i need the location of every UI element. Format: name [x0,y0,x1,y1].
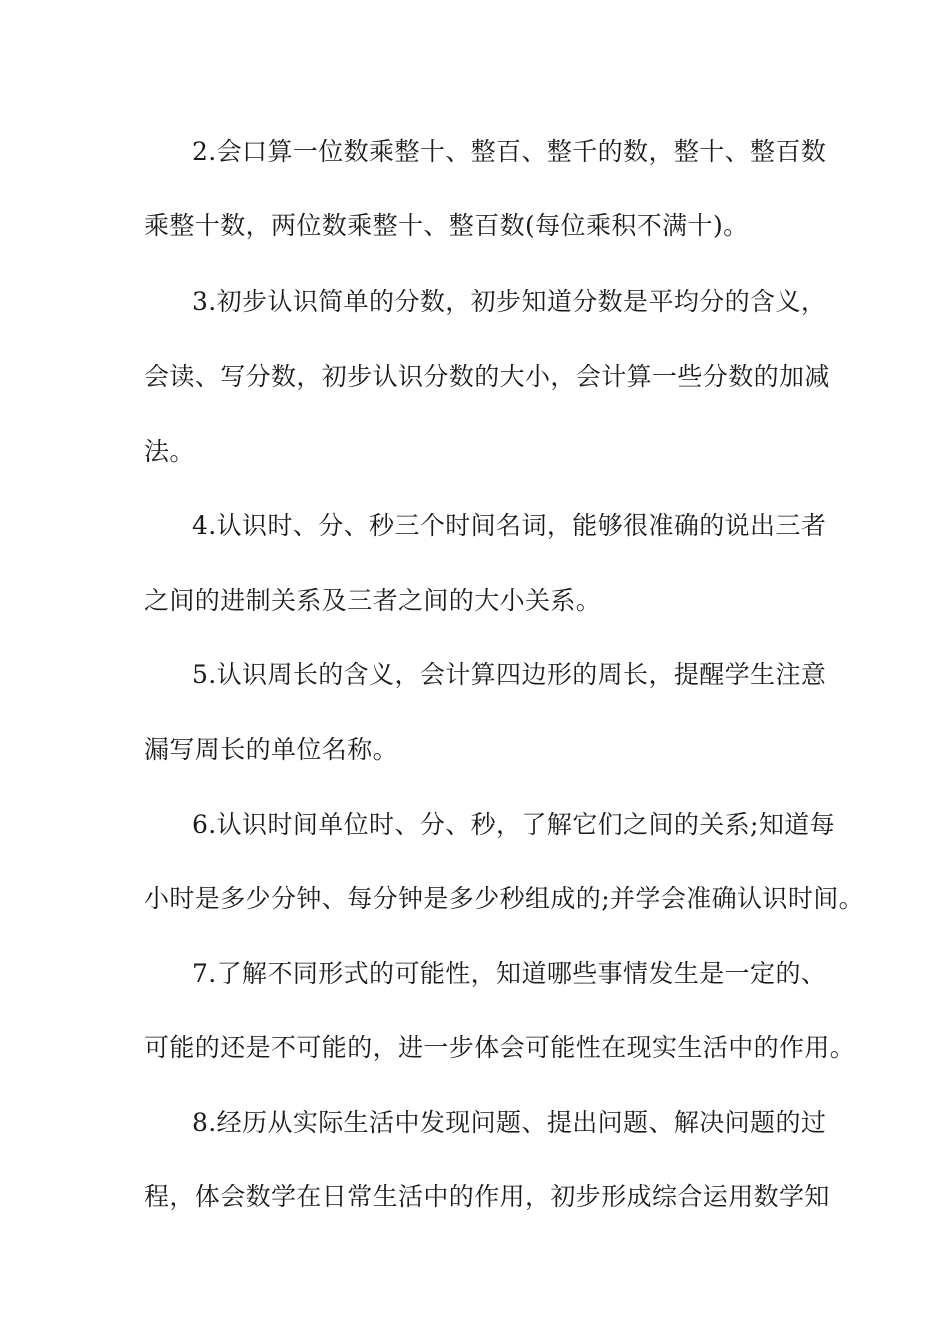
item-4-line-2: 之间的进制关系及三者之间的大小关系。 [144,586,602,615]
item-3-line-3: 法。 [144,437,195,466]
item-5-line-1: 5.认识周长的含义，会计算四边形的周长，提醒学生注意 [192,660,827,689]
item-3-line-2: 会读、写分数，初步认识分数的大小，会计算一些分数的加减 [144,362,830,391]
item-7-line-1: 7.了解不同形式的可能性，知道哪些事情发生是一定的、 [192,959,827,988]
item-6-line-1: 6.认识时间单位时、分、秒，了解它们之间的关系;知道每 [192,810,836,839]
item-7-line-2: 可能的还是不可能的，进一步体会可能性在现实生活中的作用。 [144,1033,856,1062]
item-6-line-2: 小时是多少分钟、每分钟是多少秒组成的;并学会准确认识时间。 [144,884,865,913]
item-8-line-1: 8.经历从实际生活中发现问题、提出问题、解决问题的过 [192,1108,827,1137]
item-8-line-2: 程，体会数学在日常生活中的作用，初步形成综合运用数学知 [144,1182,830,1211]
item-5-line-2: 漏写周长的单位名称。 [144,735,399,764]
item-2-line-2: 乘整十数，两位数乘整十、整百数(每位乘积不满十)。 [144,211,749,240]
item-3-line-1: 3.初步认识简单的分数，初步知道分数是平均分的含义， [192,287,827,316]
item-4-line-1: 4.认识时、分、秒三个时间名词，能够很准确的说出三者 [192,511,827,540]
item-2-line-1: 2.会口算一位数乘整十、整百、整千的数，整十、整百数 [192,137,827,166]
